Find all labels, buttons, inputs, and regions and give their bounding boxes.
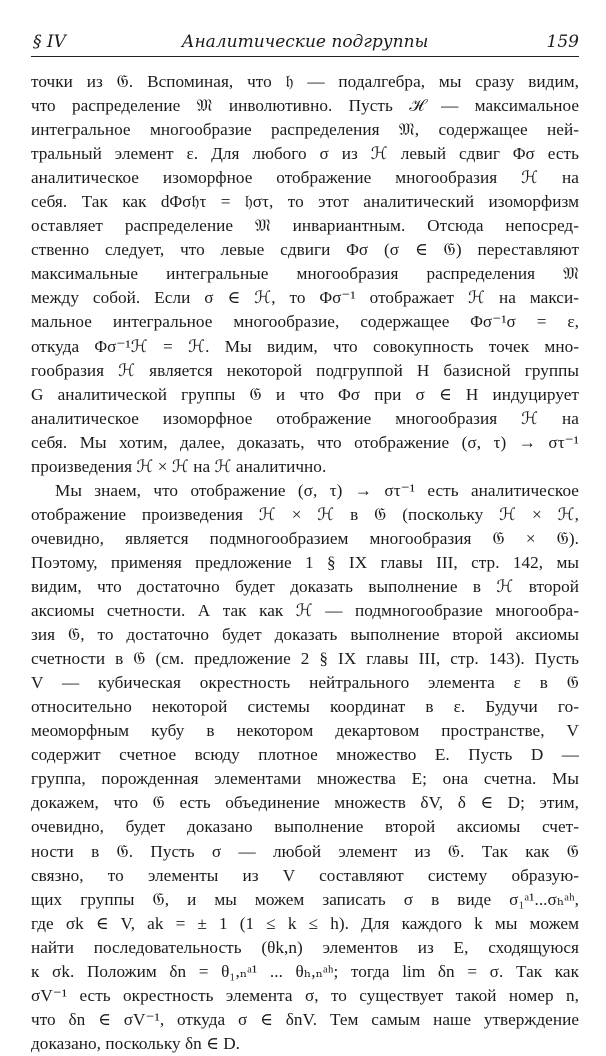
- text-line: между собой. Если σ ∈ ℋ, то Φσ⁻¹ отображает ℋ на макси-: [31, 288, 579, 308]
- text-line: докажем, что 𝔊 есть объединение множеств δV, δ ∈ D; этим,: [31, 793, 579, 813]
- text-line: очевидно, будет доказано выполнение второй аксиомы счет-: [31, 817, 579, 837]
- text-line: группа, порожденная элементами множества E; она счетна. Мы: [31, 769, 579, 789]
- text-line: мальное интегральное многообразие, содержащее Φσ⁻¹σ = ε,: [31, 312, 579, 332]
- header-rule: [31, 56, 579, 57]
- page-body: [31, 70, 579, 1056]
- text-line: связно, то элементы из V составляют систему образую-: [31, 865, 579, 885]
- text-line: доказано, поскольку δn ∈ D.: [31, 1033, 241, 1053]
- text-line: относительно некоторой системы координат в ε. Будучи го-: [31, 697, 579, 717]
- text-line: интегральное многообразие распределения 𝔐, содержащее ней-: [31, 120, 579, 140]
- text-line: гообразия ℋ является некоторой подгруппой H базисной группы: [31, 360, 579, 380]
- text-line: ственно следует, что левые сдвиги Φσ (σ ∈ 𝔊) переставляют: [31, 240, 579, 260]
- text-line: содержит счетное всюду плотное множество E. Пусть D —: [31, 745, 579, 765]
- text-line: себя. Мы хотим, далее, доказать, что отображение (σ, τ) → στ⁻¹: [31, 432, 579, 452]
- text-line: σV⁻¹ есть окрестность элемента σ, то существует такой номер n,: [31, 985, 579, 1005]
- text-line: меоморфным кубу в некотором декартовом пространстве, V: [31, 721, 579, 741]
- text-line: счетности в 𝔊 (см. предложение 2 § IX главы III, стр. 143). Пусть: [31, 649, 579, 669]
- text-line: себя. Так как dΦσ𝔥τ = 𝔥στ, то этот аналитический изоморфизм: [31, 192, 579, 212]
- running-header: [31, 30, 579, 54]
- page-number: 159: [546, 32, 579, 52]
- paragraph-1: [31, 70, 579, 479]
- text-line: аналитическое изоморфное отображение многообразия ℋ на: [31, 408, 579, 428]
- section-label: § IV: [33, 32, 66, 52]
- text-line: отображение произведения ℋ × ℋ в 𝔊 (поскольку ℋ × ℋ,: [31, 504, 579, 524]
- text-line: G аналитической группы 𝔊 и что Φσ при σ ∈ H индуцирует: [31, 384, 579, 404]
- text-line: щих группы 𝔊, и мы можем записать σ в виде σ₁ᵃ¹...σₕᵃʰ,: [31, 889, 579, 909]
- text-line: Мы знаем, что отображение (σ, τ) → στ⁻¹ есть аналитическое: [55, 480, 579, 500]
- text-line: тральный элемент ε. Для любого σ из ℋ левый сдвиг Φσ есть: [31, 144, 579, 164]
- book-page: [31, 30, 579, 1053]
- text-line: оставляет распределение 𝔐 инвариантным. Отсюда непосред-: [31, 216, 579, 236]
- text-line: где σk ∈ V, ak = ± 1 (1 ≤ k ≤ h). Для каждого k мы можем: [31, 913, 579, 933]
- text-line: видим, что достаточно будет доказать выполнение в ℋ второй: [31, 576, 579, 596]
- text-line: произведения ℋ × ℋ на ℋ аналитично.: [31, 456, 327, 476]
- text-line: аналитическое изоморфное отображение многообразия ℋ на: [31, 168, 579, 188]
- paragraph-2: [31, 479, 579, 1056]
- text-line: зия 𝔊, то достаточно будет доказать выполнение второй аксиомы: [31, 625, 579, 645]
- text-line: V — кубическая окрестность нейтрального элемента ε в 𝔊: [31, 673, 579, 693]
- text-line: что распределение 𝔐 инволютивно. Пусть ℋ — максимальное: [31, 96, 579, 116]
- text-line: очевидно, является подмногообразием многообразия 𝔊 × 𝔊).: [31, 528, 579, 548]
- text-line: откуда Φσ⁻¹ℋ = ℋ. Мы видим, что совокупность точек мно-: [31, 336, 579, 356]
- text-line: ности в 𝔊. Пусть σ — любой элемент из 𝔊. Так как 𝔊: [31, 841, 579, 861]
- text-line: к σk. Положим δn = θ₁,ₙᵃ¹ ... θₕ,ₙᵃʰ; тогда lim δn = σ. Так как: [31, 961, 579, 981]
- text-line: найти последовательность (θk,n) элементов из E, сходящуюся: [31, 937, 579, 957]
- text-line: Поэтому, применяя предложение 1 § IX главы III, стр. 142, мы: [31, 552, 579, 572]
- chapter-title: Аналитические подгруппы: [181, 32, 429, 52]
- text-line: максимальные интегральные многообразия распределения 𝔐: [31, 264, 579, 284]
- text-line: аксиомы счетности. А так как ℋ — подмногообразие многообра-: [31, 601, 579, 621]
- text-line: что δn ∈ σV⁻¹, откуда σ ∈ δnV. Тем самым наше утверждение: [31, 1009, 579, 1029]
- text-line: точки из 𝔊. Вспоминая, что 𝔥 — подалгебра, мы сразу видим,: [31, 72, 579, 91]
